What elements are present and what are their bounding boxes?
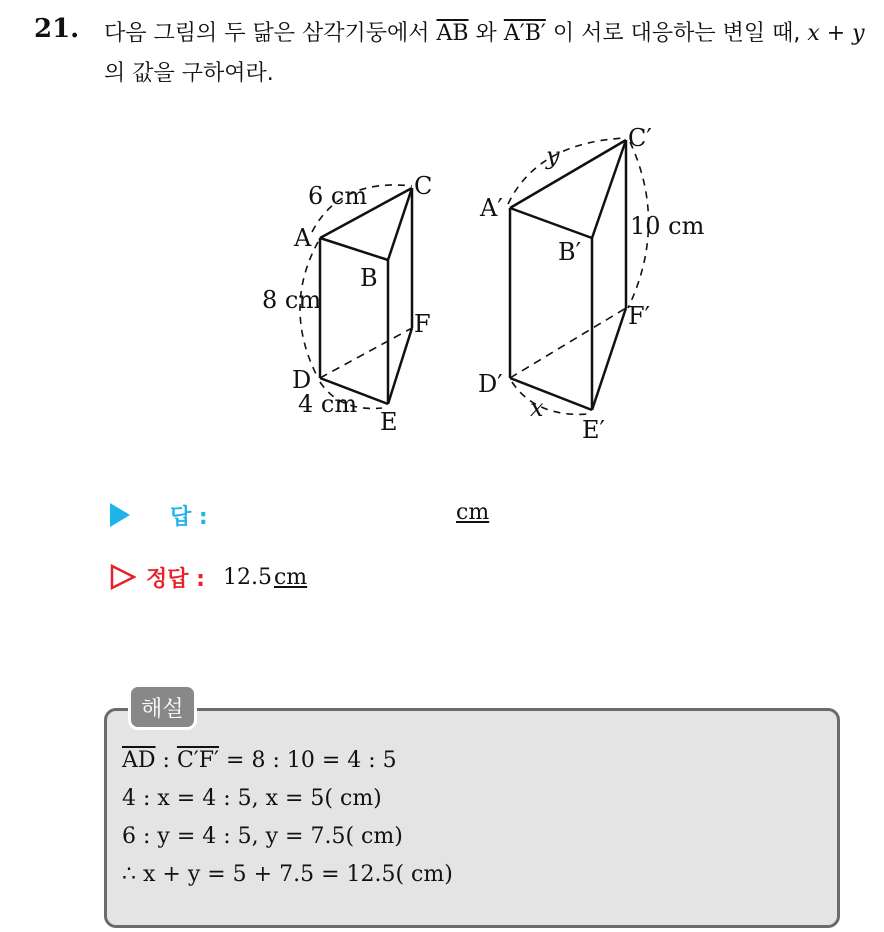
solution-unit: cm: [273, 564, 308, 590]
solution-label: 정답 :: [146, 566, 205, 592]
segment-ad: $\overline{AD}$: [122, 748, 156, 773]
length-x: x: [530, 394, 544, 422]
outline-arrow-icon: [110, 564, 136, 590]
prism-figure: [250, 120, 710, 450]
edge-a1c1: [510, 140, 626, 208]
length-de: 4 cm: [298, 390, 358, 418]
label-e: E: [380, 408, 398, 436]
label-d: D: [292, 366, 312, 394]
segment-c-prime-f-prime: C′F′: [176, 748, 220, 773]
question-number: 21.: [34, 14, 80, 44]
explanation-lines: [122, 742, 453, 894]
explanation-line-1: [122, 742, 453, 780]
question-text-part: 이 서로 대응하는 변일 때,: [545, 21, 808, 46]
label-c: C: [414, 172, 433, 200]
explanation-tab: 해설: [128, 684, 197, 730]
play-arrow-icon: [110, 503, 130, 527]
answer-label: 답 :: [170, 504, 208, 530]
edge-b1c1: [592, 140, 626, 238]
explanation-line-4: ∴ x + y = 5 + 7.5 = 12.5( cm): [122, 862, 453, 887]
label-b: B: [360, 264, 378, 292]
edge-a1b1: [510, 208, 592, 238]
explanation-text: :: [155, 748, 177, 773]
explanation-line-2: 4 : x = 4 : 5, x = 5( cm): [122, 786, 382, 811]
question-text-part: 다음 그림의 두 닮은 삼각기둥에서: [104, 21, 437, 46]
edge-e1f1: [592, 308, 626, 410]
question-text-part: 의 값을 구하여라.: [104, 61, 274, 86]
arc-d1e1: [512, 382, 590, 414]
solution-value: 12.5: [222, 564, 272, 590]
explanation-text: = 8 : 10 = 4 : 5: [219, 748, 397, 773]
expression-x-plus-y: x + y: [807, 21, 865, 46]
edge-d1f1-hidden: [510, 308, 626, 378]
label-a: A: [294, 224, 312, 252]
length-cf-prime: 10 cm: [630, 212, 705, 240]
edge-ef: [388, 328, 412, 404]
right-prism: [508, 138, 649, 414]
question-text: [104, 14, 874, 94]
edge-ab: [320, 238, 388, 260]
segment-ab: $\overline{AB}$: [436, 21, 469, 46]
solution-row: [110, 560, 307, 594]
label-e-prime: E′: [582, 416, 605, 444]
label-a-prime: A′: [480, 194, 503, 222]
length-ac: 6 cm: [308, 182, 368, 210]
length-y: y: [546, 142, 560, 170]
explanation-line-3: 6 : y = 4 : 5, y = 7.5( cm): [122, 824, 403, 849]
label-f: F: [414, 310, 431, 338]
length-ad: 8 cm: [262, 286, 322, 314]
question-text-part: 와: [468, 21, 504, 46]
label-b-prime: B′: [558, 238, 582, 266]
label-f-prime: F′: [628, 302, 651, 330]
label-d-prime: D′: [478, 370, 503, 398]
segment-a-prime-b-prime: A′B′: [503, 21, 546, 46]
answer-row: [110, 498, 208, 532]
label-c-prime: C′: [628, 124, 652, 152]
answer-unit: cm: [456, 500, 490, 525]
solution-value-group: [223, 565, 307, 590]
